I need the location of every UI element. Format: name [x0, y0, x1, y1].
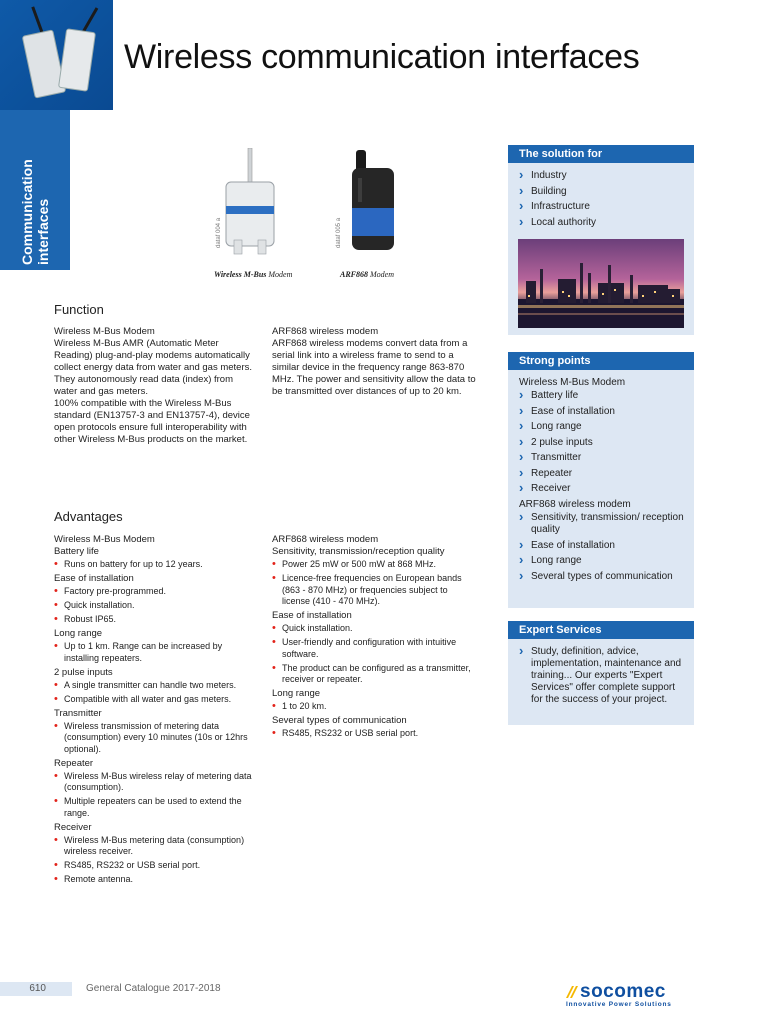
solution-item: › Infrastructure [519, 201, 684, 213]
advantage-item: • User-friendly and configuration with intuitive software. [272, 637, 478, 660]
advantage-item: • Licence-free frequencies on European bands (863 - 870 MHz) or frequencies subject to license (410 - 470 MHz). [272, 573, 478, 608]
function-arf868-paragraph: ARF868 wireless modems convert data from a serial link into a wireless frame to send to a similar device in the frequency range 863-870 MHz. The power and sensitivity allow the data to be transmitted over distances of up to 20 km. [272, 338, 476, 397]
strong-point-item: › Transmitter [519, 452, 684, 464]
solution-item: › Local authority [519, 217, 684, 229]
catalogue-name: General Catalogue 2017-2018 [86, 983, 221, 994]
function-mbus-paragraph: 100% compatible with the Wireless M-Bus standard (EN13757-3 and EN13757-4), device open protocols ensure full interoperability with other Wireless M-Bus products on the market. [54, 398, 250, 445]
advantage-item: • Multiple repeaters can be used to extend the range. [54, 796, 256, 819]
expert-services-heading: Expert Services [508, 621, 694, 639]
solution-item: › Building [519, 186, 684, 198]
advantage-item: • A single transmitter can handle two meters. [54, 680, 256, 692]
strong-point-item: › Long range [519, 421, 684, 433]
side-tab-label: Communication interfaces [19, 159, 51, 265]
advantage-group-label: Long range [54, 628, 103, 639]
refinery-night-photo [518, 239, 684, 328]
advantage-item: • RS485, RS232 or USB serial port. [54, 860, 256, 872]
expert-services-panel [508, 621, 694, 725]
arf868-modem-image [348, 148, 400, 256]
section-side-tab [0, 110, 70, 270]
advantage-item: • Up to 1 km. Range can be increased by installing repeaters. [54, 641, 256, 664]
advantage-item: • Quick installation. [54, 600, 256, 612]
header-product-photo [0, 0, 113, 110]
function-mbus-title: Wireless M-Bus Modem [54, 326, 155, 337]
figure-code: dataf 004 a [216, 217, 222, 248]
strong-points-panel [508, 352, 694, 608]
advantages-arf868-title: ARF868 wireless modem [272, 534, 379, 545]
figure-code: dataf 005 a [336, 217, 342, 248]
logo-mark-icon [566, 986, 578, 998]
advantage-group-label: Long range [272, 688, 321, 699]
page-title: Wireless communication interfaces [124, 38, 640, 76]
strong-point-item: › 2 pulse inputs [519, 437, 684, 449]
strong-points-heading: Strong points [508, 352, 694, 370]
strong-point-item: › Several types of communication [519, 571, 684, 583]
figure-caption-mbus: Wireless M-Bus Modem [214, 270, 293, 279]
page-number-tab [0, 982, 72, 996]
advantage-group-label: Sensitivity, transmission/reception quality [272, 546, 445, 557]
strong-points-group-title: ARF868 wireless modem [519, 499, 631, 510]
advantage-item: • Compatible with all water and gas meters. [54, 694, 256, 706]
advantage-group-label: Transmitter [54, 707, 102, 719]
strong-point-item: › Repeater [519, 468, 684, 480]
advantage-group-label: Ease of installation [54, 573, 134, 584]
advantages-mbus-title: Wireless M-Bus Modem [54, 534, 155, 545]
advantage-item: • Factory pre-programmed. [54, 586, 256, 598]
advantage-item: • Power 25 mW or 500 mW at 868 MHz. [272, 559, 478, 571]
function-arf868-title: ARF868 wireless modem [272, 326, 379, 337]
strong-point-item: › Sensitivity, transmission/ reception quality [519, 512, 684, 536]
function-mbus-block [54, 326, 256, 446]
wireless-mbus-modem-image [220, 148, 282, 256]
advantage-group-label: Ease of installation [272, 610, 352, 621]
advantage-item: • Wireless M-Bus metering data (consumption) wireless receiver. [54, 835, 256, 858]
advantage-item: • Wireless M-Bus wireless relay of metering data (consumption). [54, 771, 256, 794]
solution-panel-heading: The solution for [508, 145, 694, 163]
advantage-item: • Robust IP65. [54, 614, 256, 626]
advantage-group-label: Repeater [54, 757, 94, 769]
expert-services-text: › Study, definition, advice, implementation, maintenance and training... Our experts "Expert Services" offer complete support for the success of your project. [519, 646, 684, 706]
advantages-heading: Advantages [54, 509, 123, 524]
figure-caption-arf868: ARF868 Modem [340, 270, 395, 279]
strong-points-group-title: Wireless M-Bus Modem [519, 377, 626, 388]
advantages-mbus-column [54, 534, 256, 888]
advantage-item: • Quick installation. [272, 623, 478, 635]
advantage-item: • RS485, RS232 or USB serial port. [272, 728, 478, 740]
page-number: 610 [29, 983, 46, 994]
socomec-logo: socomec Innovative Power Solutions [566, 981, 672, 1008]
function-heading: Function [54, 302, 104, 317]
advantage-item: • 1 to 20 km. [272, 701, 478, 713]
advantage-group-label: Battery life [54, 546, 99, 557]
strong-point-item: › Ease of installation [519, 406, 684, 418]
advantage-group-label: 2 pulse inputs [54, 666, 113, 678]
solution-item: › Industry [519, 170, 684, 182]
strong-point-item: › Ease of installation [519, 540, 684, 552]
advantages-arf868-column [272, 534, 478, 742]
function-arf868-block [272, 326, 478, 398]
strong-point-item: › Long range [519, 555, 684, 567]
advantage-group-label: Receiver [54, 821, 92, 833]
advantage-item: • The product can be configured as a transmitter, receiver or repeater. [272, 663, 478, 686]
advantage-item: • Wireless transmission of metering data (consumption) every 10 minutes (10s or 12hrs optional). [54, 721, 256, 756]
strong-point-item: › Battery life [519, 390, 684, 402]
advantage-item: • Runs on battery for up to 12 years. [54, 559, 256, 571]
strong-point-item: › Receiver [519, 483, 684, 495]
function-mbus-paragraph: Wireless M-Bus AMR (Automatic Meter Reading) plug-and-play modems automatically collect energy data from water and gas meters. They autonomously read data (index) from water and gas meters. [54, 338, 253, 397]
advantage-group-label: Several types of communication [272, 715, 407, 726]
advantage-item: • Remote antenna. [54, 874, 256, 886]
